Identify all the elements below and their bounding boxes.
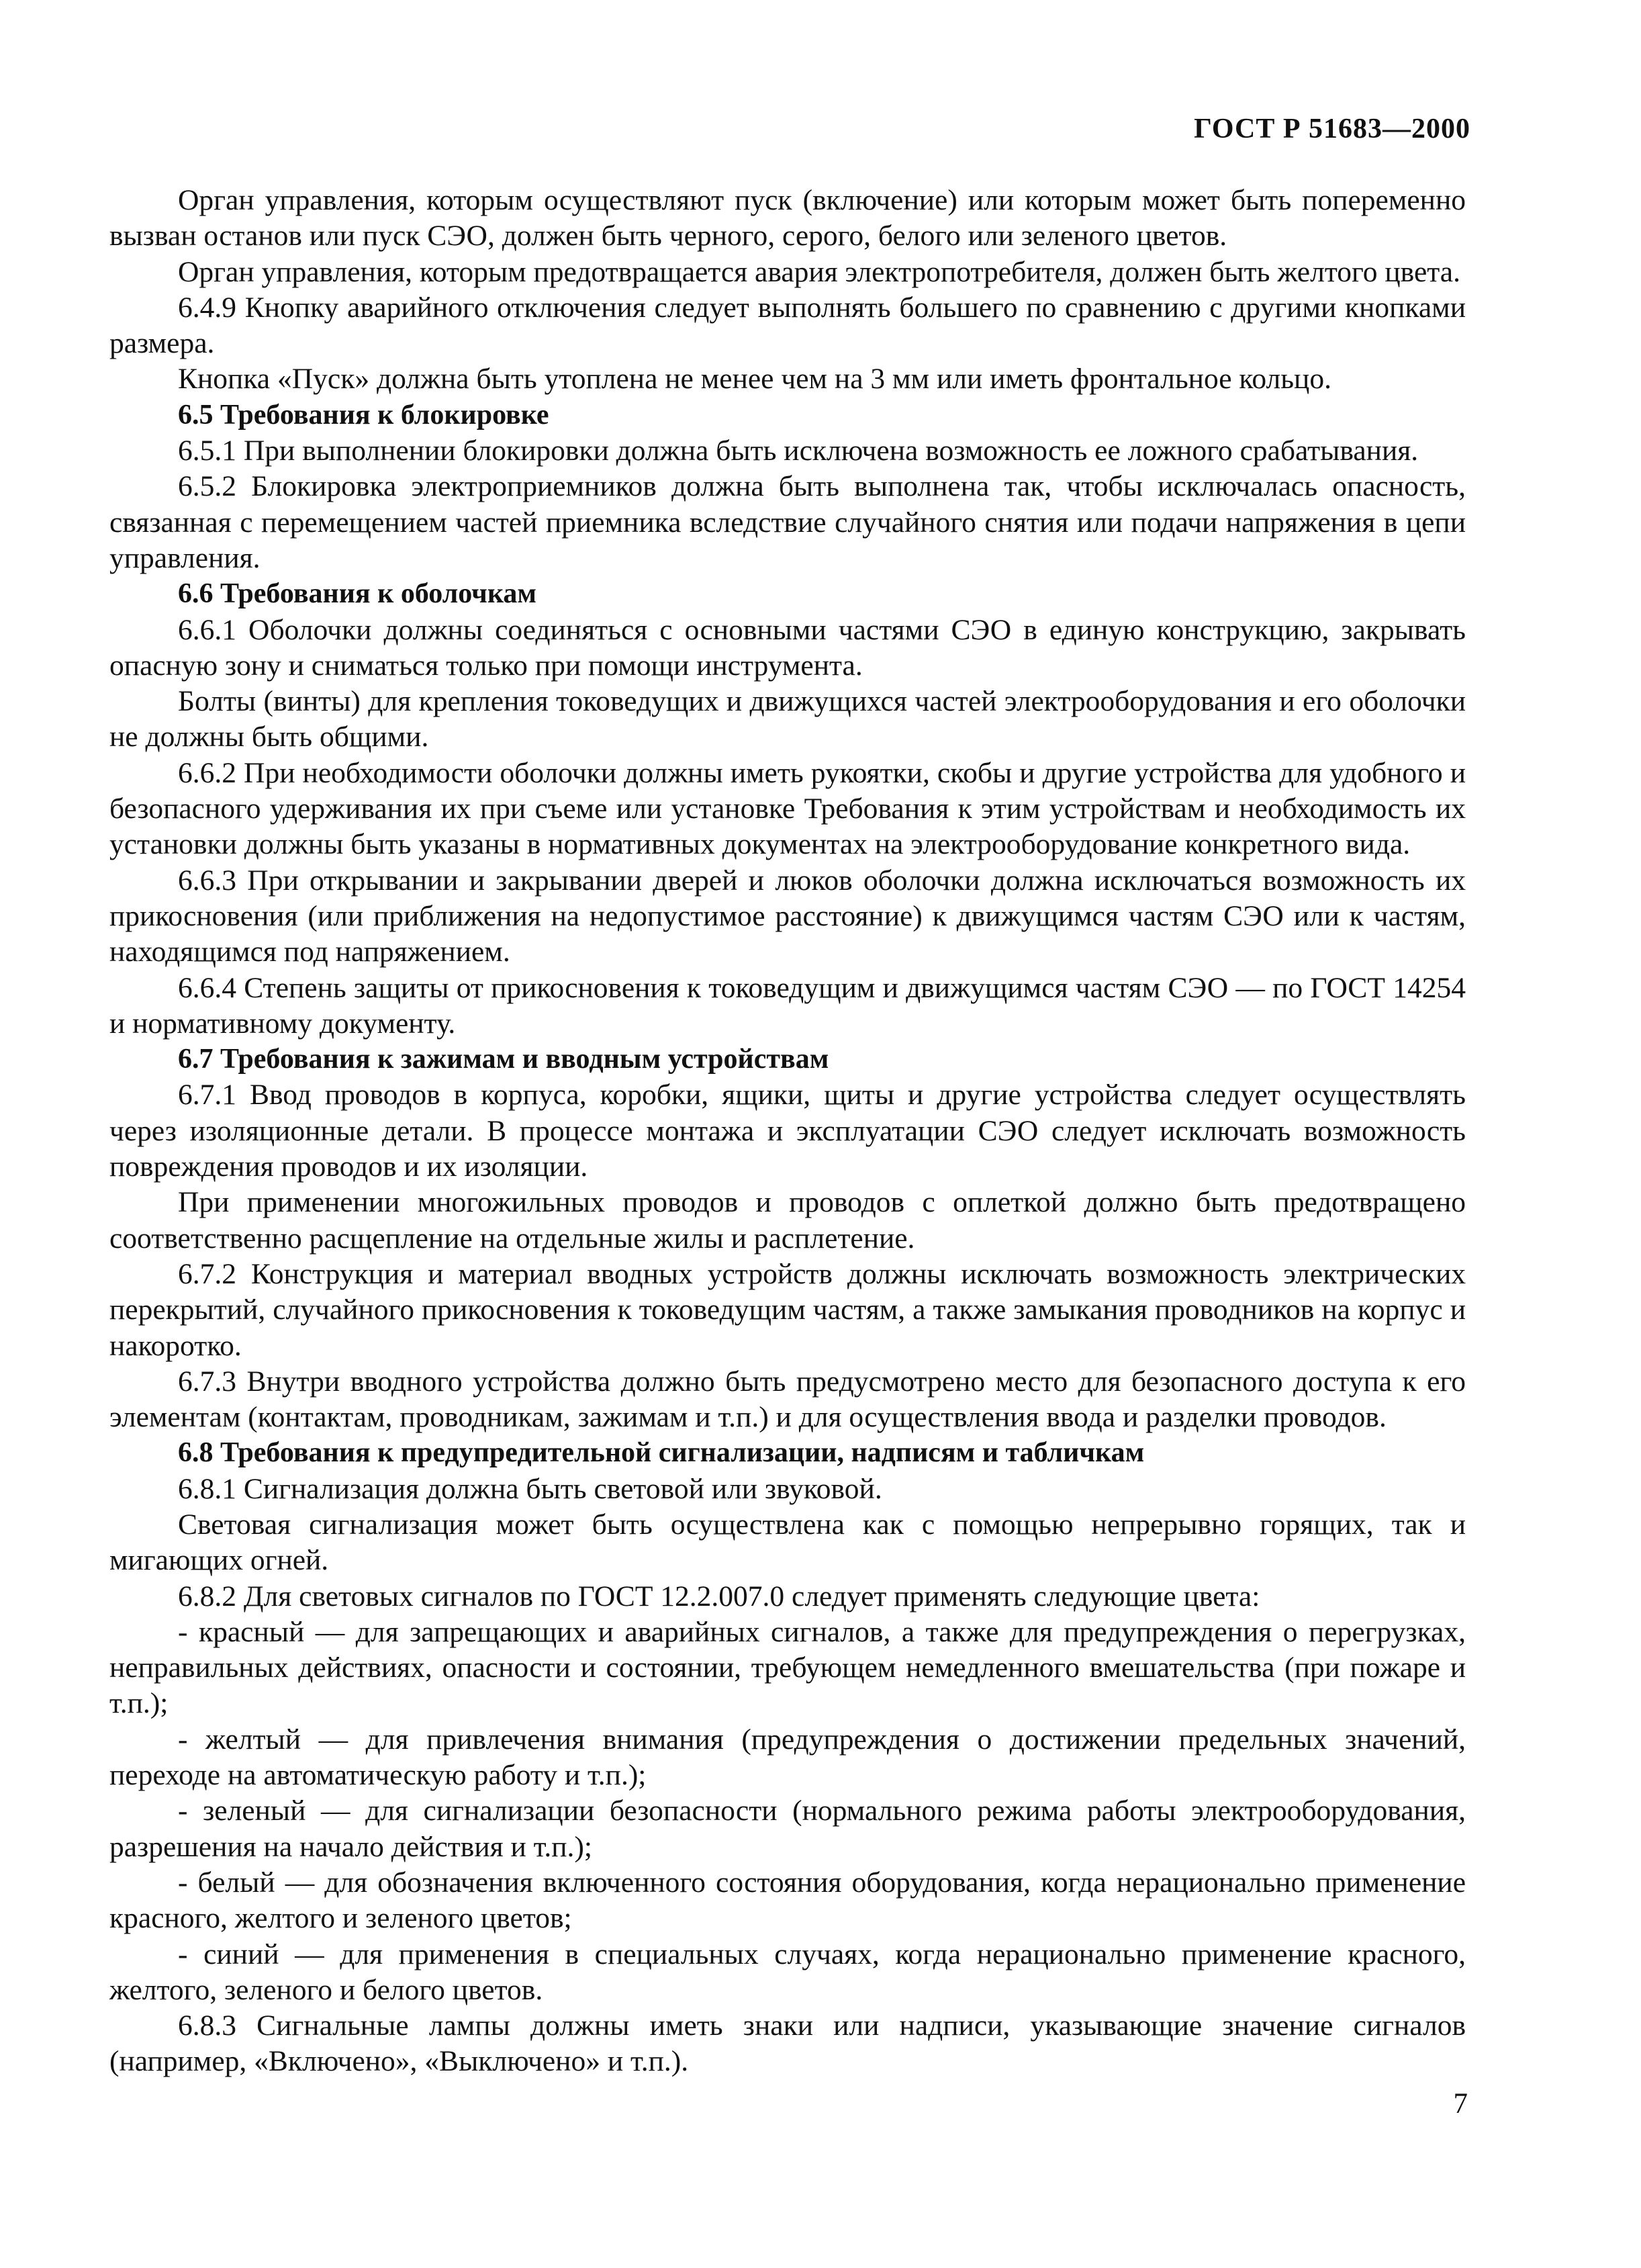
paragraph: 6.6.1 Оболочки должны соединяться с основными частями СЭО в единую конструкцию, закрывать опасную зону и сниматься только при помощи инструмента. bbox=[109, 613, 1466, 682]
paragraph: 6.7.2 Конструкция и материал вводных устройств должны исключать возможность электрических перекрытий, случайного прикосновения к токоведущим частям, а также замыкания проводников на корпус и накоротко. bbox=[109, 1257, 1466, 1362]
paragraph: 6.6.3 При открывании и закрывании дверей и люков оболочки должна исключаться возможность их прикосновения (или приближения на недопустимое расстояние) к движущимся частям СЭО или к частям, находящимся под напряжением. bbox=[109, 864, 1466, 968]
paragraph: - желтый — для привлечения внимания (предупреждения о достижении предельных значений, переходе на автоматическую работу и т.п.); bbox=[109, 1723, 1466, 1792]
page-number: 7 bbox=[1453, 2088, 1468, 2120]
section-heading: 6.8 Требования к предупредительной сигнализации, надписям и табличкам bbox=[178, 1437, 1145, 1469]
paragraph: - белый — для обозначения включенного состояния оборудования, когда нерационально применение красного, желтого и зеленого цветов; bbox=[109, 1866, 1466, 1935]
paragraph: Орган управления, которым предотвращается авария электропотребителя, должен быть желтого цвета. bbox=[178, 255, 1460, 288]
section-heading: 6.5 Требования к блокировке bbox=[178, 399, 549, 430]
paragraph: - зеленый — для сигнализации безопасности (нормального режима работы электрооборудования, разрешения на начало действия и т.п.); bbox=[109, 1795, 1466, 1863]
paragraph: 6.8.2 Для световых сигналов по ГОСТ 12.2.007.0 следует применять следующие цвета: bbox=[178, 1580, 1260, 1613]
paragraph: - красный — для запрещающих и аварийных сигналов, а также для предупреждения о перегрузках, неправильных действиях, опасности и состоянии, требующем немедленного вмешательства (при пожаре и т.п.); bbox=[109, 1615, 1466, 1720]
paragraph: 6.4.9 Кнопку аварийного отключения следует выполнять большего по сравнению с другими кнопками размера. bbox=[109, 291, 1466, 360]
paragraph: Кнопка «Пуск» должна быть утоплена не менее чем на 3 мм или иметь фронтальное кольцо. bbox=[178, 363, 1331, 396]
paragraph: 6.8.3 Сигнальные лампы должны иметь знаки или надписи, указывающие значение сигналов (например, «Включено», «Выключено» и т.п.). bbox=[109, 2009, 1466, 2078]
paragraph: При применении многожильных проводов и проводов с оплеткой должно быть предотвращено соответственно расщепление на отдельные жилы и расплетение. bbox=[109, 1186, 1466, 1255]
document-body bbox=[109, 183, 1466, 2080]
paragraph: Болты (винты) для крепления токоведущих и движущихся частей электрооборудования и его оболочки не должны быть общими. bbox=[109, 685, 1466, 754]
paragraph: Орган управления, которым осуществляют пуск (включение) или которым может быть попеременно вызван останов или пуск СЭО, должен быть черного, серого, белого или зеленого цветов. bbox=[109, 184, 1466, 253]
paragraph: 6.6.4 Степень защиты от прикосновения к токоведущим и движущимся частям СЭО — по ГОСТ 14254 и нормативному документу. bbox=[109, 971, 1466, 1040]
paragraph: 6.7.1 Ввод проводов в корпуса, коробки, ящики, щиты и другие устройства следует осуществлять через изоляционные детали. В процессе монтажа и эксплуатации СЭО следует исключать возможность повреждения проводов и их изоляции. bbox=[109, 1079, 1466, 1183]
paragraph: 6.8.1 Сигнализация должна быть световой или звуковой. bbox=[178, 1472, 882, 1505]
section-heading: 6.6 Требования к оболочкам bbox=[178, 578, 537, 610]
paragraph: 6.6.2 При необходимости оболочки должны иметь рукоятки, скобы и другие устройства для удобного и безопасного удерживания их при съеме или установке Требования к этим устройствам и необходимость их установки должны быть указаны в нормативных документах на электрооборудование конкретного вида. bbox=[109, 756, 1466, 861]
paragraph: Световая сигнализация может быть осуществлена как с помощью непрерывно горящих, так и мигающих огней. bbox=[109, 1508, 1466, 1577]
paragraph: 6.5.1 При выполнении блокировки должна быть исключена возможность ее ложного срабатывания. bbox=[178, 435, 1419, 467]
paragraph: 6.7.3 Внутри вводного устройства должно быть предусмотрено место для безопасного доступа к его элементам (контактам, проводникам, зажимам и т.п.) и для осуществления ввода и разделки проводов. bbox=[109, 1365, 1466, 1434]
paragraph: - синий — для применения в специальных случаях, когда нерационально применение красного, желтого, зеленого и белого цветов. bbox=[109, 1938, 1466, 2006]
paragraph: 6.5.2 Блокировка электроприемников должна быть выполнена так, чтобы исключалась опасность, связанная с перемещением частей приемника вследствие случайного снятия или подачи напряжения в цепи управления. bbox=[109, 470, 1466, 574]
standard-designation: ГОСТ Р 51683—2000 bbox=[1194, 114, 1470, 144]
section-heading: 6.7 Требования к зажимам и вводным устройствам bbox=[178, 1044, 829, 1075]
